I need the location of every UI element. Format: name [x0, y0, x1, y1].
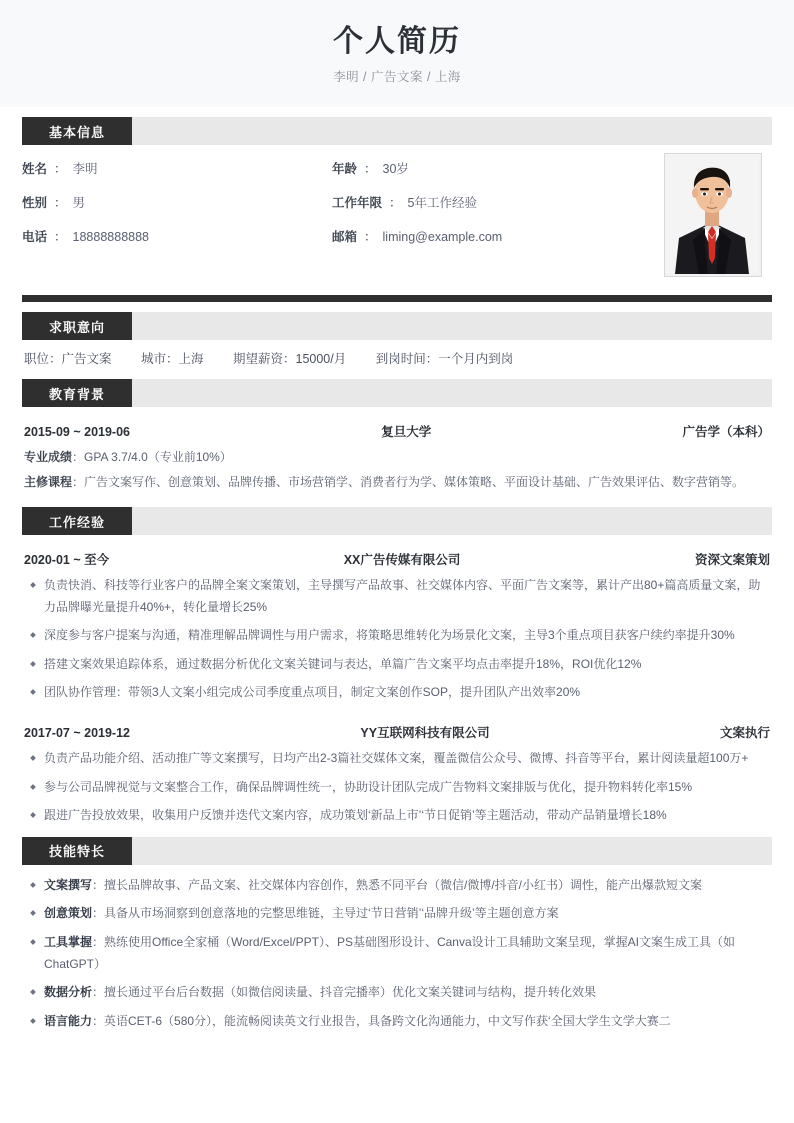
list-item: 搭建文案效果追踪体系，通过数据分析优化文案关键词与表达，单篇广告文案平均点击率提升18%，ROI优化12% — [24, 654, 770, 676]
skill-text: ：擅长品牌故事、产品文案、社交媒体内容创作，熟悉不同平台（微信/微博/抖音/小红书）调性，能产出爆款短文案 — [92, 877, 703, 892]
education-school: 复旦大学 — [381, 425, 432, 439]
field-value: 18888888888 — [72, 230, 150, 244]
skill-label: 创意策划 — [44, 906, 93, 921]
section-header-education — [22, 379, 772, 407]
basic-info-row — [22, 159, 652, 177]
list-item: 深度参与客户提案与沟通，精准理解品牌调性与用户需求，将策略思维转化为场景化文案，主导3个重点项目获客户续约率提升30% — [24, 625, 770, 647]
list-item — [24, 1011, 770, 1033]
page-title: 个人简历 — [333, 25, 461, 58]
intent-salary: 期望薪资：15000/月 — [233, 352, 347, 366]
section-header-intent — [22, 312, 772, 340]
list-item — [24, 903, 770, 925]
field-email — [332, 227, 652, 245]
basic-info-row — [22, 193, 652, 211]
work-bullet-list — [24, 575, 770, 704]
education-entry-head — [24, 422, 770, 440]
field-label: 性别 — [22, 196, 48, 210]
work-company: XX广告传媒有限公司 — [343, 553, 461, 567]
field-label: 姓名 — [22, 162, 48, 176]
education-major: 广告学（本科） — [682, 425, 770, 439]
detail-text: ：广告文案写作、创意策划、品牌传播、市场营销学、消费者行为学、媒体策略、平面设计基础、广告效果评估、数字营销等。 — [72, 475, 745, 489]
work-section — [22, 535, 772, 831]
field-label: 电话 — [22, 230, 48, 244]
section-tab-label: 教育背景 — [22, 379, 132, 407]
skill-text: ：具备从市场洞察到创意落地的完整思维链，主导过‘节日营销’‘品牌升级’等主题创意方案 — [92, 906, 559, 921]
basic-info-section — [22, 145, 772, 289]
field-value: 男 — [72, 196, 86, 210]
work-bullet-list — [24, 748, 770, 827]
detail-label: 主修课程 — [24, 475, 73, 489]
intent-availability: 到岗时间：一个月内到岗 — [375, 352, 514, 366]
section-header-basic — [22, 117, 772, 145]
field-value: 30岁 — [382, 162, 409, 176]
basic-info-grid — [22, 159, 652, 245]
list-item: 团队协作管理：带领3人文案小组完成公司季度重点项目，制定文案创作SOP，提升团队产出效率20% — [24, 682, 770, 704]
list-item — [24, 982, 770, 1004]
field-label: 年龄 — [332, 162, 358, 176]
list-item: 负责快消、科技等行业客户的品牌全案文案策划，主导撰写产品故事、社交媒体内容、平面广告文案等，累计产出80+篇高质量文案，助力品牌曝光量提升40%+，转化量增长25% — [24, 575, 770, 618]
avatar — [664, 153, 762, 277]
list-item — [24, 875, 770, 897]
page-subtitle: 李明 / 广告文案 / 上海 — [333, 70, 461, 84]
education-gpa — [24, 447, 770, 468]
work-entry-head — [24, 550, 770, 568]
detail-label: 专业成绩 — [24, 450, 73, 464]
skill-text: ：英语CET-6（580分），能流畅阅读英文行业报告，具备跨文化沟通能力，中文写作获‘全国大学生文学大赛二 — [92, 1013, 671, 1028]
list-item — [24, 932, 770, 975]
skill-label: 语言能力 — [44, 1013, 93, 1028]
list-item: 跟进广告投放效果，收集用户反馈并迭代文案内容，成功策划‘新品上市’‘节日促销’等主题活动，带动产品销量增长18% — [24, 805, 770, 827]
list-item: 负责产品功能介绍、活动推广等文案撰写，日均产出2-3篇社交媒体文案，覆盖微信公众号、微博、抖音等平台，累计阅读量超100万+ — [24, 748, 770, 770]
work-period: 2020-01 ~ 至今 — [24, 553, 110, 567]
education-period: 2015-09 ~ 2019-06 — [24, 425, 130, 439]
field-colon: ： — [364, 230, 377, 244]
field-age — [332, 159, 652, 177]
field-colon: ： — [54, 196, 67, 210]
education-section — [22, 407, 772, 501]
work-entry — [24, 544, 770, 704]
resume-header — [0, 0, 794, 107]
field-work-years — [332, 193, 652, 211]
field-value: liming@example.com — [382, 230, 503, 244]
section-header-skills — [22, 837, 772, 865]
section-tab-label: 工作经验 — [22, 507, 132, 535]
field-label: 工作年限 — [332, 196, 383, 210]
field-colon: ： — [54, 230, 67, 244]
work-company: YY互联网科技有限公司 — [360, 725, 490, 740]
field-value: 李明 — [72, 162, 98, 176]
job-intent-line — [24, 349, 770, 369]
work-role: 资深文案策划 — [694, 553, 770, 567]
skill-label: 工具掌握 — [44, 934, 93, 949]
field-label: 邮箱 — [332, 230, 358, 244]
work-period: 2017-07 ~ 2019-12 — [24, 725, 130, 740]
skills-section — [22, 865, 772, 1037]
basic-info-row — [22, 227, 652, 245]
field-gender — [22, 193, 332, 211]
skills-list — [24, 875, 770, 1033]
portrait-photo-icon — [665, 154, 759, 274]
field-name — [22, 159, 332, 177]
intent-position: 职位：广告文案 — [24, 352, 112, 366]
skill-text: ：擅长通过平台后台数据（如微信阅读量、抖音完播率）优化文案关键词与结构，提升转化效果 — [92, 985, 597, 1000]
intent-city: 城市：上海 — [141, 352, 204, 366]
list-item: 参与公司品牌视觉与文案整合工作，确保品牌调性统一，协助设计团队完成广告物料文案排版与优化，提升物料转化率15% — [24, 777, 770, 799]
work-entry-head — [24, 723, 770, 741]
section-divider — [22, 295, 772, 302]
skill-label: 数据分析 — [44, 985, 93, 1000]
section-tab-label: 技能特长 — [22, 837, 132, 865]
education-entry — [24, 416, 770, 493]
detail-text: ：GPA 3.7/4.0（专业前10%） — [72, 450, 232, 464]
field-phone — [22, 227, 332, 245]
skill-text: ：熟练使用Office全家桶（Word/Excel/PPT）、PS基础图形设计、Canva设计工具辅助文案呈现，掌握AI文案生成工具（如ChatGPT） — [44, 934, 735, 971]
job-intent-section — [22, 340, 772, 373]
section-header-work — [22, 507, 772, 535]
work-entry — [24, 717, 770, 827]
field-colon: ： — [54, 162, 67, 176]
education-courses — [24, 472, 770, 493]
field-colon: ： — [389, 196, 402, 210]
work-role: 文案执行 — [719, 725, 770, 740]
field-value: 5年工作经验 — [407, 196, 477, 210]
skill-label: 文案撰写 — [44, 877, 93, 892]
field-colon: ： — [364, 162, 377, 176]
section-tab-label: 求职意向 — [22, 312, 132, 340]
section-tab-label: 基本信息 — [22, 117, 132, 145]
